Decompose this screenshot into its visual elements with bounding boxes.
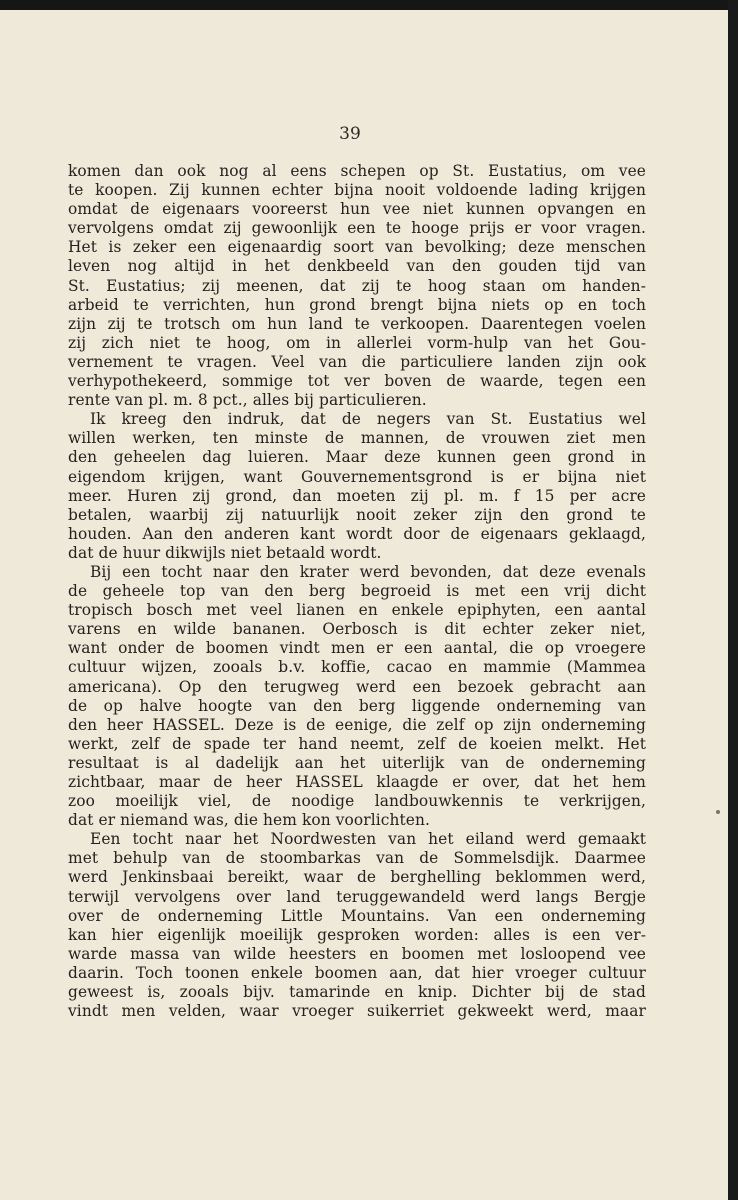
text-line: werkt, zelf de spade ter hand neemt, zelf de koeien melkt. Het	[68, 734, 646, 753]
text-line: americana). Op den terugweg werd een bezoek gebracht aan	[68, 677, 646, 696]
text-line: willen werken, ten minste de mannen, de vrouwen ziet men	[68, 429, 646, 448]
text-line: verhypothekeerd, sommige tot ver boven de waarde, tegen een	[68, 372, 646, 391]
text-line: vindt men velden, waar vroeger suikerriet gekweekt werd, maar	[68, 1002, 646, 1021]
text-line: warde massa van wilde heesters en boomen met losloopend vee	[68, 944, 646, 963]
text-line: zoo moeilijk viel, de noodige landbouwkennis te verkrijgen,	[68, 792, 646, 811]
text-line: St. Eustatius; zij meenen, dat zij te hoog staan om handen-	[68, 276, 646, 295]
text-line: den heer HASSEL. Deze is de eenige, die zelf op zijn onderneming	[68, 715, 646, 734]
text-line: Bij een tocht naar den krater werd bevonden, dat deze evenals	[90, 562, 646, 581]
text-line: kan hier eigenlijk moeilijk gesproken worden: alles is een ver-	[68, 925, 646, 944]
text-line: de geheele top van den berg begroeid is met een vrij dicht	[68, 582, 646, 601]
text-line: Het is zeker een eigenaardig soort van bevolking; deze menschen	[68, 238, 646, 257]
text-line: dat de huur dikwijls niet betaald wordt.	[68, 543, 382, 562]
text-line: dat er niemand was, die hem kon voorlichten.	[68, 811, 430, 830]
text-line: want onder de boomen vindt men er een aantal, die op vroegere	[68, 639, 646, 658]
text-line: terwijl vervolgens over land teruggewandeld werd langs Bergje	[68, 887, 646, 906]
text-line: zichtbaar, maar de heer HASSEL klaagde er over, dat het hem	[68, 773, 646, 791]
text-line: Een tocht naar het Noordwesten van het eiland werd gemaakt	[90, 830, 646, 849]
scan-top-border	[0, 0, 738, 10]
text-line: rente van pl. m. 8 pct., alles bij particulieren.	[68, 391, 427, 410]
text-line: met behulp van de stoombarkas van de Sommelsdijk. Daarmee	[68, 849, 646, 868]
text-line: zijn zij te trotsch om hun land te verkoopen. Daarentegen voelen	[68, 314, 646, 333]
text-line: Ik kreeg den indruk, dat de negers van St. Eustatius wel	[90, 410, 646, 429]
text-line: werd Jenkinsbaai bereikt, waar de berghelling beklommen werd,	[68, 868, 646, 887]
page-number: 39	[339, 124, 361, 144]
text-line: arbeid te verrichten, hun grond brengt bijna niets op en toch	[68, 295, 646, 314]
text-line: de op halve hoogte van den berg liggende onderneming van	[68, 696, 646, 715]
text-line: komen dan ook nog al eens schepen op St. Eustatius, om vee	[68, 162, 646, 180]
text-line: tropisch bosch met veel lianen en enkele epiphyten, een aantal	[68, 601, 646, 620]
text-line: den geheelen dag luieren. Maar deze kunnen geen grond in	[68, 448, 646, 467]
text-line: zij zich niet te hoog, om in allerlei vorm-hulp van het Gou-	[68, 333, 646, 352]
text-line: varens en wilde bananen. Oerbosch is dit echter zeker niet,	[68, 620, 646, 639]
text-line: vernement te vragen. Veel van die particuliere landen zijn ook	[68, 352, 646, 371]
text-line: houden. Aan den anderen kant wordt door de eigenaars geklaagd,	[68, 524, 646, 543]
text-line: over de onderneming Little Mountains. Van een onderneming	[68, 906, 646, 925]
text-line: meer. Huren zij grond, dan moeten zij pl. m. f 15 per acre	[68, 486, 646, 505]
body-text	[68, 162, 646, 1021]
text-line: te koopen. Zij kunnen echter bijna nooit voldoende lading krijgen	[68, 181, 646, 200]
text-line: eigendom krijgen, want Gouvernementsgrond is er bijna niet	[68, 467, 646, 486]
text-line: omdat de eigenaars vooreerst hun vee niet kunnen opvangen en	[68, 200, 646, 219]
book-page	[0, 10, 728, 1200]
text-line: leven nog altijd in het denkbeeld van den gouden tijd van	[68, 257, 646, 276]
text-line: vervolgens omdat zij gewoonlijk een te hooge prijs er voor vragen.	[68, 219, 646, 238]
text-line: betalen, waarbij zij natuurlijk nooit zeker zijn den grond te	[68, 505, 646, 524]
scan-right-border	[728, 0, 738, 1200]
text-line: daarin. Toch toonen enkele boomen aan, dat hier vroeger cultuur	[68, 963, 646, 982]
text-line: resultaat is al dadelijk aan het uiterlijk van de onderneming	[68, 753, 646, 772]
text-line: cultuur wijzen, zooals b.v. koffie, cacao en mammie (Mammea	[68, 658, 646, 677]
text-line: geweest is, zooals bijv. tamarinde en knip. Dichter bij de stad	[68, 983, 646, 1002]
paper-speck	[716, 810, 720, 814]
